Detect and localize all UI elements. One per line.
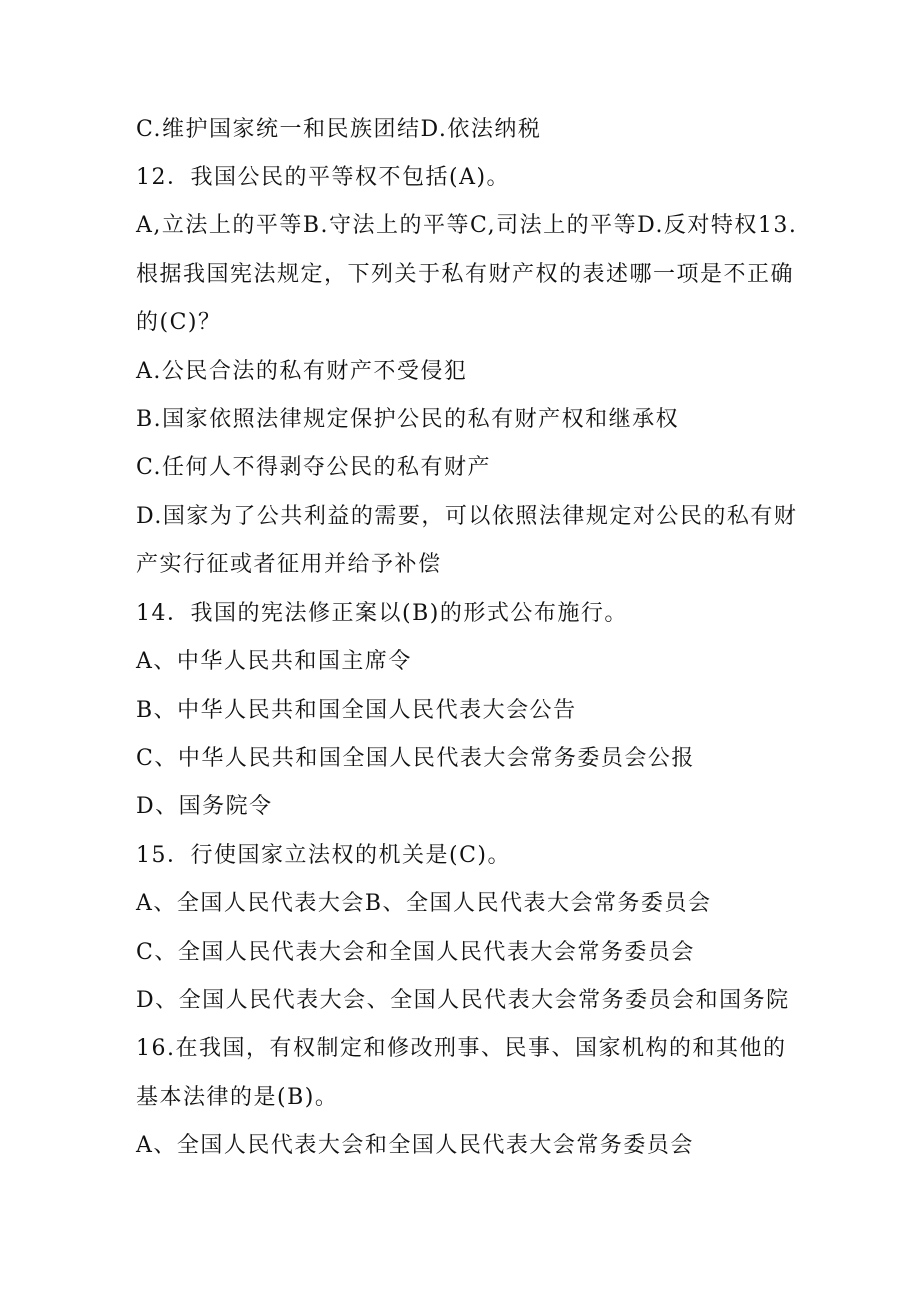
option-b: B、中华人民共和国全国人民代表大会公告 [136,698,577,723]
text-line: 基本法律的是(B)。 [136,1085,339,1110]
option-d: D、国务院令 [136,794,273,819]
option-d: D.国家为了公共利益的需要，可以依照法律规定对公民的私有财 [136,504,798,529]
option-a: A、全国人民代表大会和全国人民代表大会常务委员会 [136,1133,694,1158]
option-d: D、全国人民代表大会、全国人民代表大会常务委员会和国务院 [136,988,790,1013]
option-a-b: A、全国人民代表大会B、全国人民代表大会常务委员会 [136,891,712,916]
option-b: B.国家依照法律规定保护公民的私有财产权和继承权 [136,407,680,432]
text-line: 的(C)？ [136,310,222,335]
question-15: 15．行使国家立法权的机关是(C)。 [136,843,511,868]
question-16: 16.在我国，有权制定和修改刑事、民事、国家机构的和其他的 [136,1036,787,1061]
option-a: A、中华人民共和国主席令 [136,649,412,674]
option-a: A.公民合法的私有财产不受侵犯 [136,359,468,384]
option-c: C、中华人民共和国全国人民代表大会常务委员会公报 [136,746,695,771]
text-line: C.维护国家统一和民族团结D.依法纳税 [136,117,542,142]
question-14: 14．我国的宪法修正案以(B)的形式公布施行。 [136,601,628,626]
option-c: C、全国人民代表大会和全国人民代表大会常务委员会 [136,940,695,965]
question-13: 根据我国宪法规定，下列关于私有财产权的表述哪一项是不正确 [136,262,795,287]
text-line: 产实行征或者征用并给予补偿 [136,552,442,577]
text-line: A,立法上的平等B.守法上的平等C,司法上的平等D.反对特权13. [136,213,798,238]
question-12: 12．我国公民的平等权不包括(A)。 [136,165,511,190]
option-c: C.任何人不得剥夺公民的私有财产 [136,455,492,480]
